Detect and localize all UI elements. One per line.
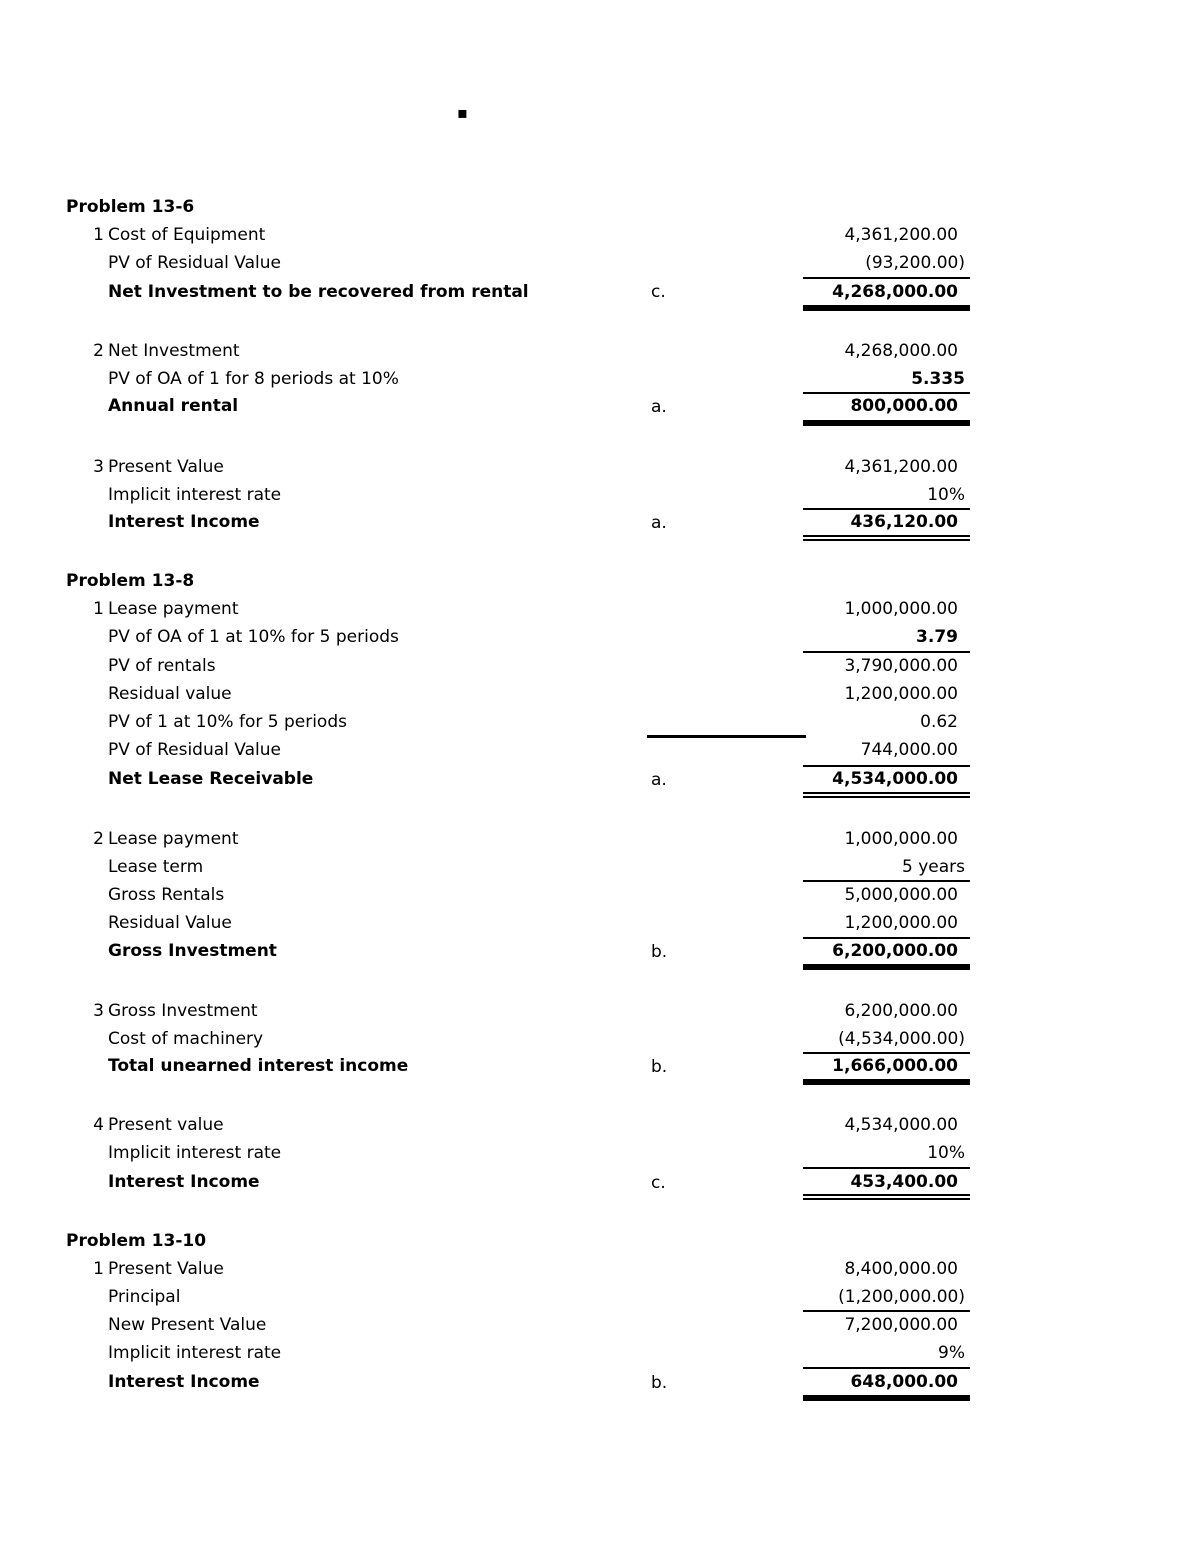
- row-value: 5.335: [911, 369, 965, 389]
- row-value: (4,534,000.00): [838, 1029, 965, 1049]
- total-rule: [803, 1367, 970, 1369]
- total-rule: [803, 392, 970, 394]
- row-label: Present Value: [108, 1259, 224, 1279]
- total-underline: [803, 1395, 970, 1401]
- row-label: PV of OA of 1 for 8 periods at 10%: [108, 369, 399, 389]
- total-rule: [803, 1052, 970, 1054]
- row-value: 10%: [927, 1143, 965, 1163]
- row-value: 6,200,000.00: [844, 1001, 958, 1021]
- subtotal-rule: [803, 880, 970, 882]
- row-value: (1,200,000.00): [838, 1287, 965, 1307]
- row-value: 0.62: [920, 712, 958, 732]
- total-value: 6,200,000.00: [832, 941, 958, 961]
- total-underline: [803, 305, 970, 311]
- row-label: Implicit interest rate: [108, 1343, 282, 1363]
- row-value: 4,268,000.00: [844, 341, 958, 361]
- total-value: 1,666,000.00: [832, 1056, 958, 1076]
- double-underline: [803, 1194, 970, 1200]
- total-value: 648,000.00: [850, 1372, 958, 1392]
- answer-letter: b.: [651, 1057, 668, 1077]
- answer-letter: c.: [651, 1173, 666, 1193]
- total-rule: [803, 277, 970, 279]
- row-label: Implicit interest rate: [108, 1143, 282, 1163]
- row-label: Cost of Equipment: [108, 225, 266, 245]
- row-label: Lease term: [108, 857, 204, 877]
- row-value: 9%: [938, 1343, 965, 1363]
- total-label: Interest Income: [108, 512, 260, 532]
- row-label: Residual Value: [108, 913, 232, 933]
- item-number: 1: [93, 225, 104, 245]
- total-rule: [803, 1167, 970, 1169]
- row-label: PV of Residual Value: [108, 740, 281, 760]
- row-label: Lease payment: [108, 829, 239, 849]
- row-value: (93,200.00): [865, 253, 965, 273]
- item-number: 3: [93, 457, 104, 477]
- answer-letter: b.: [651, 942, 668, 962]
- answer-letter: c.: [651, 282, 666, 302]
- row-value: 8,400,000.00: [844, 1259, 958, 1279]
- total-value: 4,268,000.00: [832, 282, 958, 302]
- row-value: 3,790,000.00: [844, 656, 958, 676]
- row-label: PV of Residual Value: [108, 253, 281, 273]
- total-underline: [803, 1079, 970, 1085]
- stray-rule: [647, 735, 806, 738]
- row-value: 1,000,000.00: [844, 829, 958, 849]
- total-label: Interest Income: [108, 1172, 260, 1192]
- row-value: 5,000,000.00: [844, 885, 958, 905]
- item-number: 1: [93, 599, 104, 619]
- row-label: Present Value: [108, 457, 224, 477]
- item-number: 4: [93, 1115, 104, 1135]
- row-label: Implicit interest rate: [108, 485, 282, 505]
- row-label: PV of 1 at 10% for 5 periods: [108, 712, 347, 732]
- answer-letter: b.: [651, 1373, 668, 1393]
- row-value: 10%: [927, 485, 965, 505]
- row-label: Present value: [108, 1115, 224, 1135]
- problem-13-6-heading: Problem 13-6: [66, 197, 195, 217]
- problem-13-8-heading: Problem 13-8: [66, 571, 195, 591]
- total-value: 453,400.00: [850, 1172, 958, 1192]
- subtotal-rule: [803, 651, 970, 653]
- total-label: Interest Income: [108, 1372, 260, 1392]
- row-value: 4,361,200.00: [844, 457, 958, 477]
- row-value: 1,000,000.00: [844, 599, 958, 619]
- double-underline: [803, 535, 970, 541]
- total-underline: [803, 964, 970, 970]
- row-value: 4,534,000.00: [844, 1115, 958, 1135]
- total-value: 800,000.00: [850, 396, 958, 416]
- row-value: 5 years: [901, 857, 965, 877]
- total-label: Total unearned interest income: [108, 1056, 409, 1076]
- answer-letter: a.: [651, 397, 667, 417]
- row-label: Gross Rentals: [108, 885, 225, 905]
- row-value: 744,000.00: [860, 740, 958, 760]
- total-label: Net Investment to be recovered from rental: [108, 282, 529, 302]
- row-label: New Present Value: [108, 1315, 267, 1335]
- stray-mark: ▪: [457, 103, 468, 122]
- row-value: 7,200,000.00: [844, 1315, 958, 1335]
- row-label: Principal: [108, 1287, 181, 1307]
- total-rule: [803, 937, 970, 939]
- item-number: 3: [93, 1001, 104, 1021]
- row-value: 1,200,000.00: [844, 684, 958, 704]
- answer-letter: a.: [651, 513, 667, 533]
- row-label: Gross Investment: [108, 1001, 258, 1021]
- item-number: 2: [93, 341, 104, 361]
- row-label: PV of OA of 1 at 10% for 5 periods: [108, 627, 399, 647]
- double-underline: [803, 792, 970, 798]
- total-value: 436,120.00: [850, 512, 958, 532]
- item-number: 1: [93, 1259, 104, 1279]
- total-label: Gross Investment: [108, 941, 277, 961]
- answer-letter: a.: [651, 770, 667, 790]
- total-label: Net Lease Receivable: [108, 769, 314, 789]
- item-number: 2: [93, 829, 104, 849]
- row-label: Lease payment: [108, 599, 239, 619]
- total-underline: [803, 420, 970, 426]
- row-label: Net Investment: [108, 341, 240, 361]
- subtotal-rule: [803, 1310, 970, 1312]
- row-label: Cost of machinery: [108, 1029, 264, 1049]
- total-label: Annual rental: [108, 396, 239, 416]
- row-value: 1,200,000.00: [844, 913, 958, 933]
- row-label: Residual value: [108, 684, 232, 704]
- row-label: PV of rentals: [108, 656, 216, 676]
- total-rule: [803, 508, 970, 510]
- problem-13-10-heading: Problem 13-10: [66, 1231, 207, 1251]
- row-value: 3.79: [916, 627, 958, 647]
- total-value: 4,534,000.00: [832, 769, 958, 789]
- row-value: 4,361,200.00: [844, 225, 958, 245]
- total-rule: [803, 765, 970, 767]
